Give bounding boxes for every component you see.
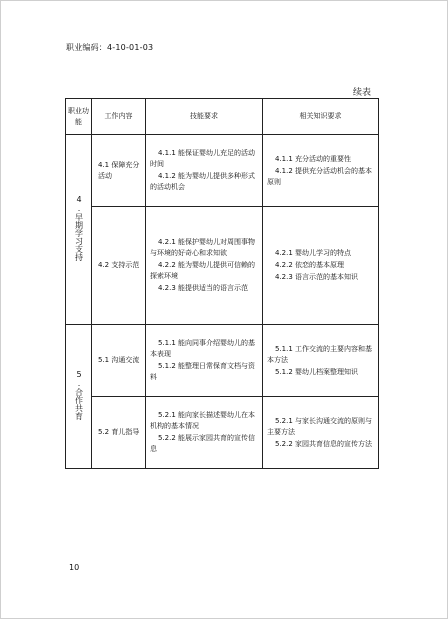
skill-item: 4.2.1 能保护婴幼儿对周围事物与环境的好奇心和求知欲	[150, 238, 256, 257]
skill-cell	[146, 397, 263, 469]
knowledge-cell	[263, 325, 379, 397]
function-cell	[66, 135, 92, 325]
skill-item: 4.2.2 能为婴幼儿提供可信赖的探索环境	[150, 261, 256, 280]
knowledge-item: 4.2.2 依恋的基本原理	[275, 261, 345, 269]
function-label: 5.合作共育	[74, 369, 84, 420]
occupation-code: 职业编码：4-10-01-03	[66, 43, 154, 52]
skills-table	[65, 98, 379, 469]
work-content-cell: 5.2 育儿指导	[92, 397, 146, 469]
knowledge-item: 4.2.3 语言示范的基本知识	[275, 273, 359, 281]
function-cell	[66, 325, 92, 469]
skill-cell	[146, 207, 263, 325]
header-work-content: 工作内容	[92, 99, 146, 135]
knowledge-cell	[263, 135, 379, 207]
table-row	[66, 135, 379, 207]
knowledge-item: 5.2.1 与家长沟通交流的原则与主要方法	[267, 416, 373, 436]
knowledge-item: 4.1.2 提供充分活动机会的基本原则	[267, 166, 373, 186]
skill-item: 4.1.1 能保证婴幼儿充足的活动时间	[150, 149, 256, 168]
skill-item: 4.2.3 能提供适当的语言示范	[158, 284, 249, 292]
knowledge-item: 5.2.2 家园共育信息的宣传方法	[275, 439, 373, 448]
table-header-row	[66, 99, 379, 135]
table-row	[66, 325, 379, 397]
work-content-cell: 5.1 沟通交流	[92, 325, 146, 397]
skill-item: 4.1.2 能为婴幼儿提供多种形式的活动机会	[150, 172, 256, 191]
table-row	[66, 207, 379, 325]
knowledge-item: 4.1.1 充分活动的重要性	[275, 154, 352, 163]
knowledge-item: 4.2.1 婴幼儿学习的特点	[275, 249, 352, 257]
work-content-cell: 4.2 支持示范	[92, 207, 146, 325]
knowledge-cell	[263, 397, 379, 469]
skill-item: 5.2.1 能向家长描述婴幼儿在本机构的基本情况	[150, 411, 256, 430]
work-content-cell: 4.1 保障充分活动	[92, 135, 146, 207]
header-function: 职业功能	[66, 99, 92, 135]
skill-cell	[146, 325, 263, 397]
skill-item: 5.1.1 能向同事介绍婴幼儿的基本表现	[150, 339, 256, 358]
table-row	[66, 397, 379, 469]
knowledge-item: 5.1.1 工作交流的主要内容和基本方法	[267, 344, 373, 364]
page-number: 10	[69, 563, 80, 572]
skill-item: 5.2.2 能展示家园共育的宣传信息	[150, 434, 256, 453]
function-label: 4.早期学习支持	[74, 194, 84, 261]
knowledge-cell	[263, 207, 379, 325]
continued-label: 续表	[353, 88, 372, 98]
skill-item: 5.1.2 能整理日常保育文档与资料	[150, 362, 256, 381]
header-knowledge-requirements: 相关知识要求	[263, 99, 379, 135]
header-skill-requirements: 技能要求	[146, 99, 263, 135]
knowledge-item: 5.1.2 婴幼儿档案整理知识	[275, 367, 359, 376]
skill-cell	[146, 135, 263, 207]
